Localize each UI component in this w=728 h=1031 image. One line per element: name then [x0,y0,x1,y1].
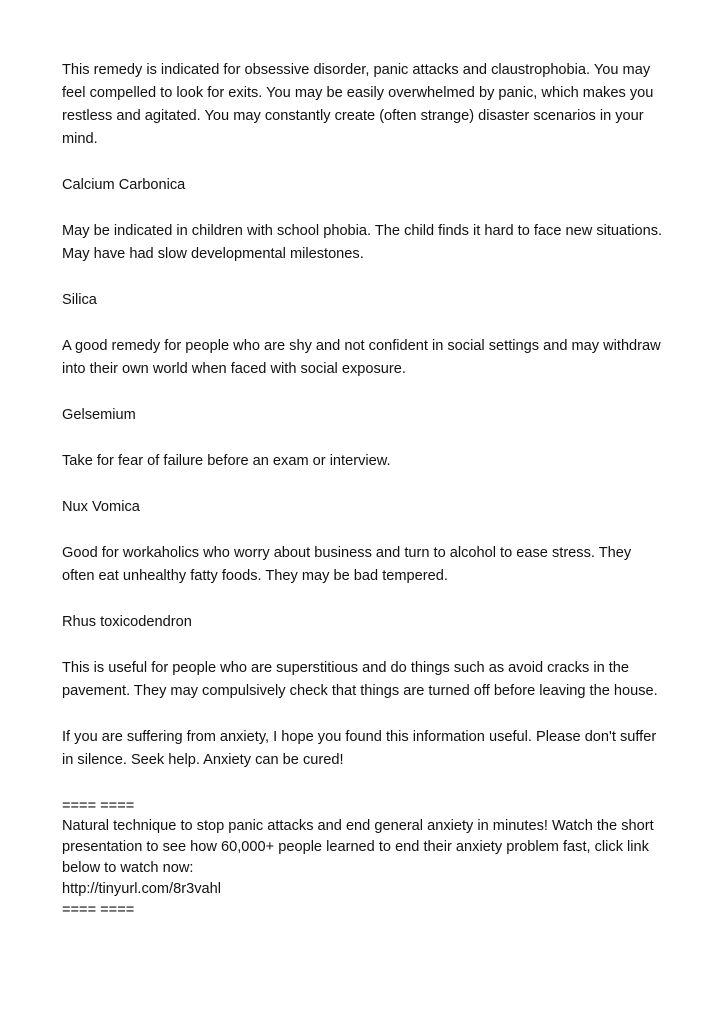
url-link[interactable]: http://tinyurl.com/8r3vahl [62,881,221,897]
paragraph-line: below to watch now: [62,860,194,876]
section-heading: Silica [62,292,97,308]
paragraph-line: Take for fear of failure before an exam or interview. [62,453,391,469]
paragraph-line: in silence. Seek help. Anxiety can be cured! [62,752,344,768]
paragraph-line: Natural technique to stop panic attacks and end general anxiety in minutes! Watch the short [62,818,654,834]
paragraph-line: often eat unhealthy fatty foods. They may be bad tempered. [62,568,448,584]
paragraph-line: This is useful for people who are superstitious and do things such as avoid cracks in the [62,660,630,676]
separator-line: ==== ==== [62,902,135,918]
paragraph-line: presentation to see how 60,000+ people learned to end their anxiety problem fast, click link [62,839,649,855]
paragraph-line: feel compelled to look for exits. You may be easily overwhelmed by panic, which makes you [62,85,654,101]
paragraph-line: pavement. They may compulsively check that things are turned off before leaving the house. [62,683,658,699]
section-heading: Calcium Carbonica [62,177,186,193]
paragraph-line: Good for workaholics who worry about business and turn to alcohol to ease stress. They [62,545,632,561]
paragraph-line: May be indicated in children with school phobia. The child finds it hard to face new situations. [62,223,663,239]
section-heading: Nux Vomica [62,499,140,515]
section-heading: Rhus toxicodendron [62,614,192,630]
separator-line: ==== ==== [62,798,135,814]
paragraph-line: A good remedy for people who are shy and not confident in social settings and may withdraw [62,338,661,354]
paragraph-line: If you are suffering from anxiety, I hope you found this information useful. Please don't suffer [62,729,657,745]
paragraph-line: This remedy is indicated for obsessive disorder, panic attacks and claustrophobia. You may [62,62,651,78]
paragraph-line: into their own world when faced with social exposure. [62,361,406,377]
paragraph-line: mind. [62,131,98,147]
paragraph-line: restless and agitated. You may constantly create (often strange) disaster scenarios in your [62,108,644,124]
paragraph-line: May have had slow developmental milestones. [62,246,364,262]
section-heading: Gelsemium [62,407,136,423]
